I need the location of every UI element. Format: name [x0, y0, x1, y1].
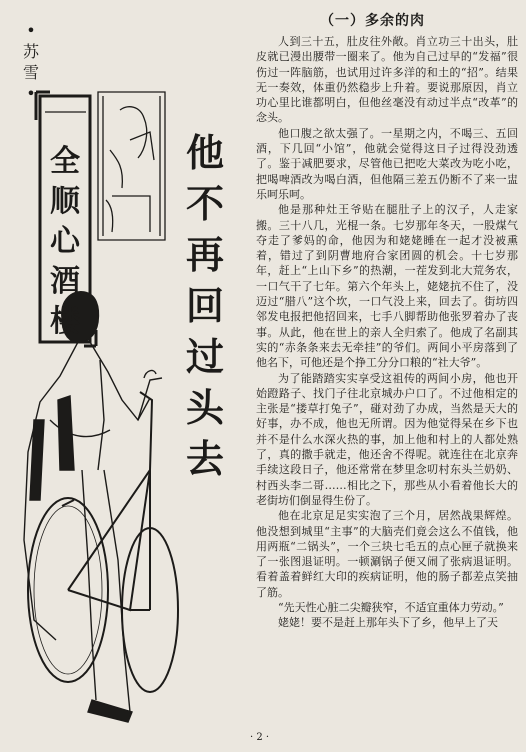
man-figure	[24, 292, 162, 722]
sign-text: 全 顺 心 酒 楼	[50, 144, 80, 339]
paragraph: 人到三十五，肚皮往外敞。肖立功三十出头，肚皮就已漫出腰带一圈来了。他为自己过早的“发福”很伤过一阵脑筋，也试用过许多洋的和土的“招”。结果无一奏效，体重仍然稳步上升着。要说那原因，肖立功心里比谁都明白，但他丝毫没有动过半点“改革”的念头。	[256, 35, 518, 125]
paragraph: 他口腹之欲太强了。一星期之内，不喝三、五回酒，下几回“小馆”，他就会觉得这日子过得没劲透了。鉴于减肥要求，尽管他已把吃大菜改为吃小吃，把喝啤酒改为喝白酒，但他隔三差五仍断不了来一盅乐呵乐呵。	[256, 126, 518, 201]
story-title: 他 不 再 回 过 头 去	[185, 131, 224, 481]
paragraph: “先天性心脏二尖瓣狭窄，不适宜重体力劳动。”	[278, 600, 504, 614]
page-number: · 2 ·	[250, 732, 270, 743]
doorway	[98, 92, 165, 240]
paragraph: 姥姥！要不是赶上那年头下了乡，他早上了天	[278, 616, 498, 630]
body-text	[256, 34, 518, 631]
author-byline: • 苏 雪 •	[22, 21, 39, 103]
paragraph: 他是那种灶王爷贴在腿肚子上的汉子，人走家搬。三十八几，光棍一条。七岁那年冬天，一股煤气夺走了爹妈的命，他因为和姥姥睡在一起才没被熏着，错过了到阴曹地府合家团圆的机会。十七岁那年，赶上“上山下乡”的热潮，一茬发到北大荒务农，一口气干了七年。第六个年头上，姥姥抗不住了，没迈过“腊八”这个坎，一口气没上来，回去了。街坊四邻发电报把他招回来，七手八脚帮助他张罗着办了丧事。从此，他在世上的亲人全归索了。他成了名副其实的“赤条条来去无牵挂”的爷们。两间小平房落到了他名下，可他还是个挣工分分口粮的“社大爷”。	[256, 203, 518, 370]
paragraph: 为了能踏踏实实享受这祖传的两间小房，他也开始蹬路子、找门子往北京城办户口了。不过他相定的主张是“搂草打兔子”，碰对劲了办成，当然是天大的好事，办不成，他也无所谓。因为他觉得呆在乡下也并不是什么水深火热的事，加上他和村上的人都处熟了，真的撒手就走，他还舍不得呢。就连往在北京奔手续这段日子，他还常常在梦里念叨村东头兰奶奶、村西头李二哥……相比之下，那些从小看着他长大的老街坊们倒显得生份了。	[256, 371, 518, 507]
paragraph: 他在北京足足实实泡了三个月，居然战果辉煌。他没想到城里“主事”的大脑壳们竟会这么不值钱，他用两瓶“二锅头”，一个三块七毛五的点心匣子就换来了一张图退证明。一顿涮锅子便又闹了张病退证明。看着盖着鲜红大印的疾病证明，他的肠子都差点笑抽了筋。	[256, 509, 518, 599]
bicycle	[28, 392, 178, 692]
section-heading: （一）多余的肉	[320, 13, 425, 29]
